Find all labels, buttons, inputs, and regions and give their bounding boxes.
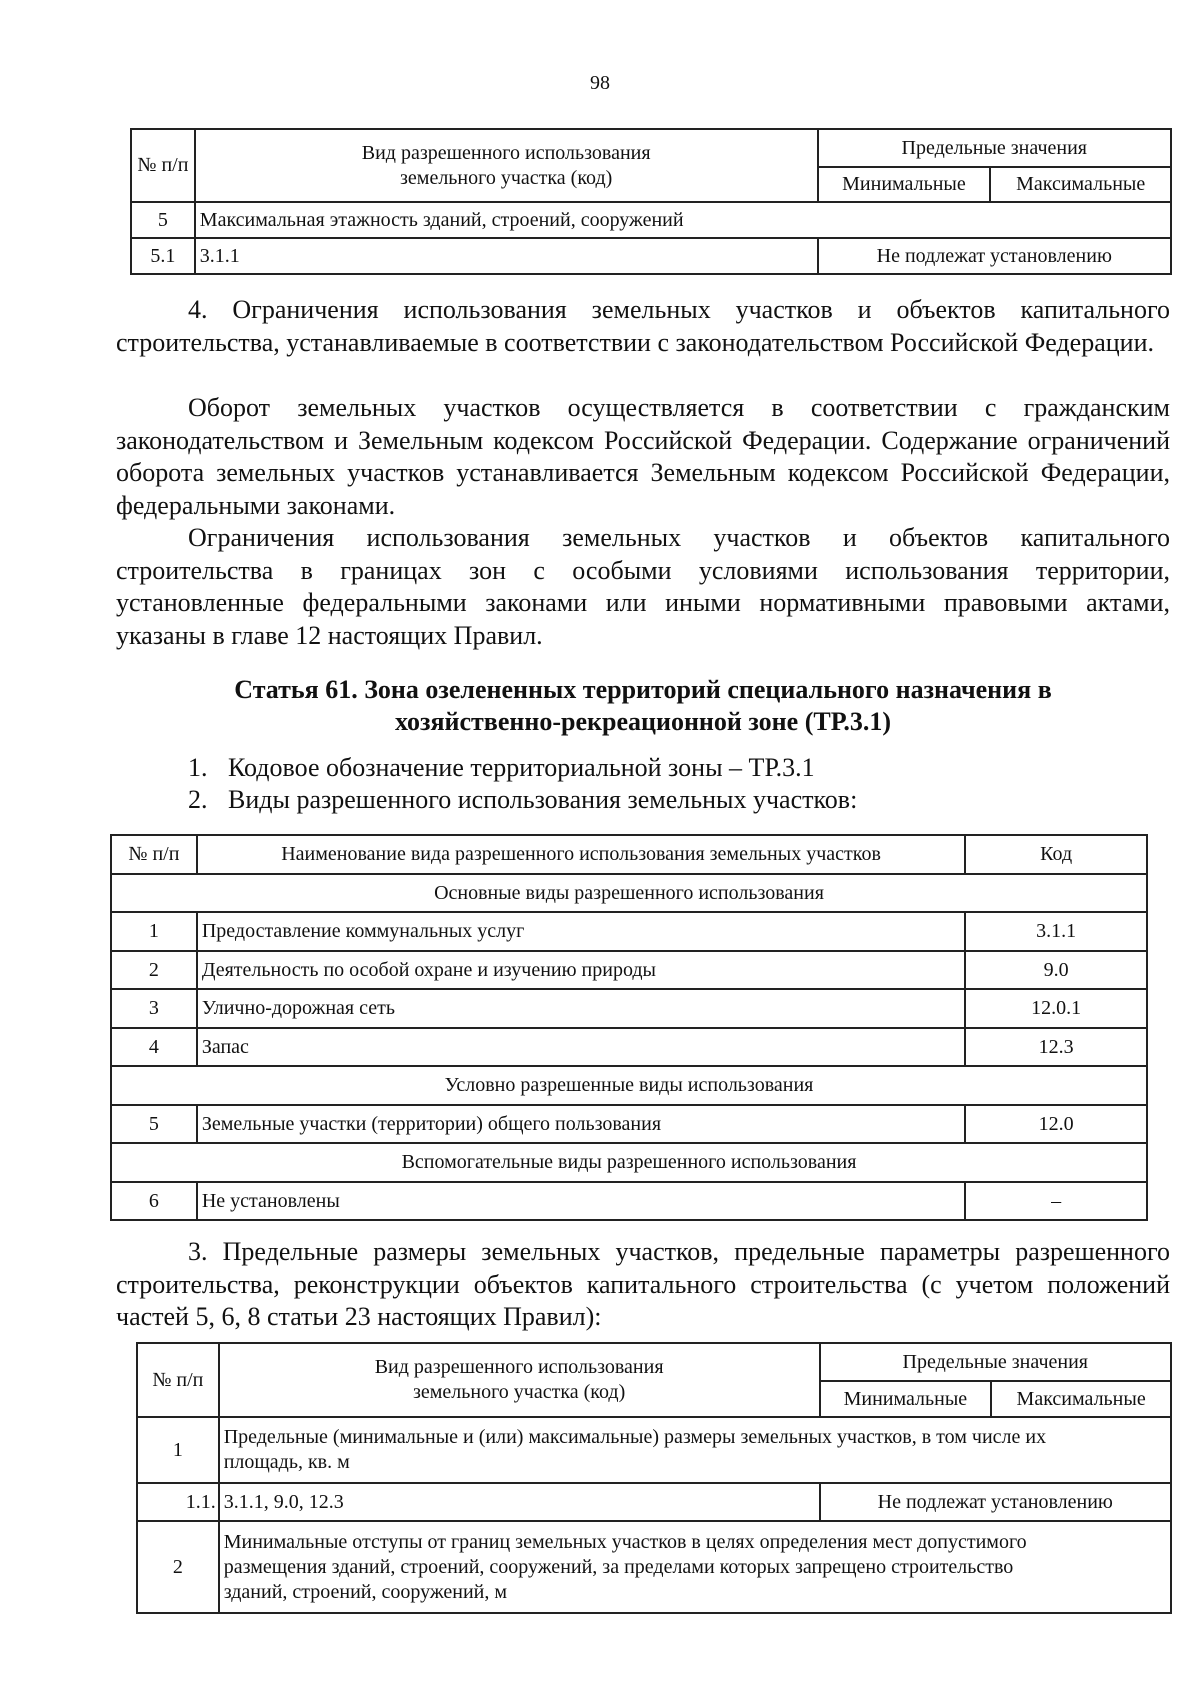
table-row bbox=[111, 1028, 1147, 1066]
header-num: № п/п bbox=[137, 1343, 219, 1417]
header-min: Минимальные bbox=[820, 1381, 992, 1417]
row-code: 12.0 bbox=[965, 1105, 1147, 1143]
table-row bbox=[111, 912, 1147, 951]
header-code: Код bbox=[965, 835, 1147, 874]
row-num: 2 bbox=[137, 1521, 219, 1613]
section3-paragraph: 3. Предельные размеры земельных участков, предельные параметры разрешенного строительства, реконструкции объектов капитального строительства (с учетом положений частей 5, 6, 8 статьи 23 настоящих Правил): bbox=[116, 1237, 1170, 1331]
row-num: 6 bbox=[111, 1182, 197, 1220]
row-code: 12.0.1 bbox=[965, 989, 1147, 1028]
row-num: 1 bbox=[111, 912, 197, 951]
section4-paragraph-3: Ограничения использования земельных участков и объектов капитального строительства в границах зон с особыми условиями использования территории, установленные федеральными законами или иными нормативными правовыми актами, указаны в главе 12 настоящих Правил. bbox=[116, 523, 1170, 650]
header-num: № п/п bbox=[111, 835, 197, 874]
row-text: 3.1.1, 9.0, 12.3 bbox=[219, 1483, 820, 1521]
row-text: Максимальная этажность зданий, строений, сооружений bbox=[195, 202, 1171, 238]
section-conditional: Условно разрешенные виды использования bbox=[111, 1066, 1147, 1105]
section4-paragraph-1: 4. Ограничения использования земельных участков и объектов капитального строительства, устанавливаемые в соответствии с законодательством Российской Федерации. bbox=[116, 295, 1170, 357]
header-num: № п/п bbox=[131, 129, 195, 202]
table-row bbox=[137, 1521, 1171, 1613]
section-aux: Вспомогательные виды разрешенного использования bbox=[111, 1143, 1147, 1182]
row-name: Предоставление коммунальных услуг bbox=[197, 912, 965, 951]
header-type: Вид разрешенного использования земельного участка (код) bbox=[195, 129, 818, 202]
limits-table-bottom bbox=[136, 1342, 1172, 1614]
row-name: Запас bbox=[197, 1028, 965, 1066]
row-num: 1 bbox=[137, 1417, 219, 1483]
row-num: 5 bbox=[131, 202, 195, 238]
table-row bbox=[111, 1105, 1147, 1143]
row-num: 4 bbox=[111, 1028, 197, 1066]
row-code: 3.1.1 bbox=[965, 912, 1147, 951]
row-text: Минимальные отступы от границ земельных участков в целях определения мест допустимого размещения зданий, строений, сооружений, за пределами которых запрещено строительство зданий, строений, сооружений, м bbox=[219, 1521, 1171, 1613]
table-row bbox=[111, 951, 1147, 989]
row-num: 5.1 bbox=[131, 238, 195, 274]
row-code: 9.0 bbox=[965, 951, 1147, 989]
row-code: – bbox=[965, 1182, 1147, 1220]
page-number: 98 bbox=[590, 72, 610, 94]
row-num: 2 bbox=[111, 951, 197, 989]
row-num: 1.1. bbox=[137, 1483, 219, 1521]
row-value: Не подлежат установлению bbox=[818, 238, 1171, 274]
row-name: Земельные участки (территории) общего пользования bbox=[197, 1105, 965, 1143]
article-heading: Статья 61. Зона озелененных территорий специального назначения в хозяйственно-рекреационной зоне (ТР.3.1) bbox=[234, 675, 1052, 736]
row-num: 3 bbox=[111, 989, 197, 1028]
header-max: Максимальные bbox=[990, 167, 1171, 202]
table-row bbox=[131, 238, 1171, 274]
table-row bbox=[137, 1483, 1171, 1521]
header-name: Наименование вида разрешенного использования земельных участков bbox=[197, 835, 965, 874]
header-limits: Предельные значения bbox=[820, 1343, 1171, 1381]
table-row bbox=[131, 202, 1171, 238]
list-item: 2. Виды разрешенного использования земельных участков: bbox=[188, 785, 858, 814]
header-limits: Предельные значения bbox=[818, 129, 1171, 167]
header-max: Максимальные bbox=[991, 1381, 1171, 1417]
row-text: 3.1.1 bbox=[195, 238, 818, 274]
table-row bbox=[111, 989, 1147, 1028]
permitted-use-table bbox=[110, 834, 1148, 1221]
header-type: Вид разрешенного использования земельного участка (код) bbox=[219, 1343, 820, 1417]
row-name: Улично-дорожная сеть bbox=[197, 989, 965, 1028]
row-name: Деятельность по особой охране и изучению природы bbox=[197, 951, 965, 989]
row-num: 5 bbox=[111, 1105, 197, 1143]
row-code: 12.3 bbox=[965, 1028, 1147, 1066]
row-name: Не установлены bbox=[197, 1182, 965, 1220]
row-text: Предельные (минимальные и (или) максимальные) размеры земельных участков, в том числе их площадь, кв. м bbox=[219, 1417, 1171, 1483]
list-item: 1. Кодовое обозначение территориальной зоны – ТР.3.1 bbox=[188, 753, 815, 782]
table-row bbox=[137, 1417, 1171, 1483]
section-main: Основные виды разрешенного использования bbox=[111, 874, 1147, 912]
header-min: Минимальные bbox=[818, 167, 991, 202]
limits-table-top bbox=[130, 128, 1172, 275]
table-row bbox=[111, 1182, 1147, 1220]
section4-paragraph-2: Оборот земельных участков осуществляется в соответствии с гражданским законодательством и Земельным кодексом Российской Федерации. Содержание ограничений оборота земельных участков устанавливается Земельным кодексом Российской Федерации, федеральными законами. bbox=[116, 393, 1170, 520]
row-value: Не подлежат установлению bbox=[820, 1483, 1171, 1521]
